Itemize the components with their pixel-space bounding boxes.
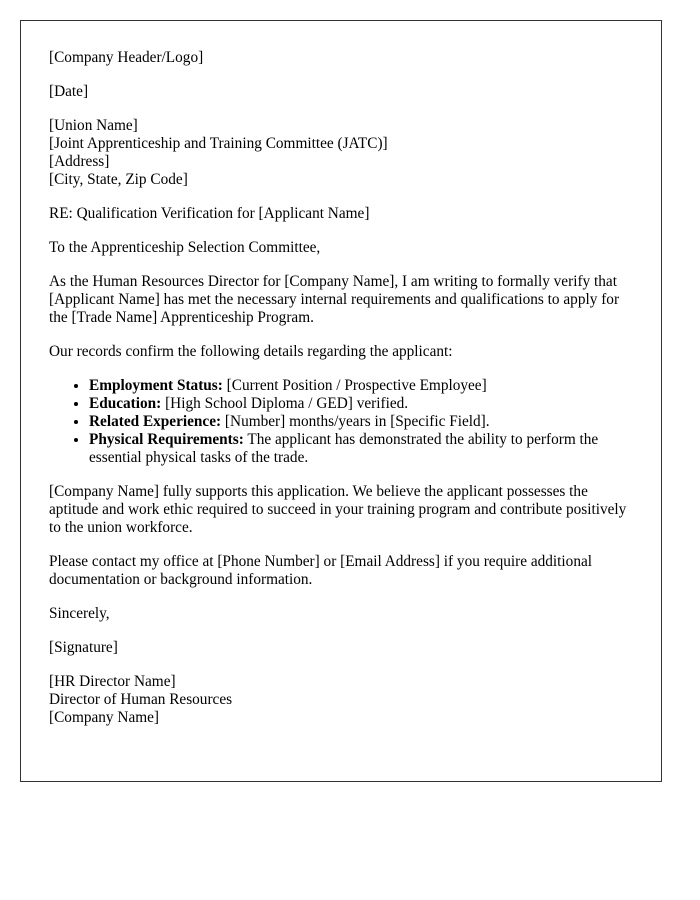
address: [Address] [49, 153, 110, 170]
details-list [49, 377, 633, 467]
detail-label: Education: [89, 395, 162, 412]
subject-line: RE: Qualification Verification for [Applicant Name] [49, 205, 370, 222]
signature: [Signature] [49, 639, 118, 656]
signer-block [49, 673, 633, 727]
records-intro: Our records confirm the following details regarding the applicant: [49, 343, 453, 360]
closing: Sincerely, [49, 605, 110, 622]
detail-label: Physical Requirements: [89, 431, 244, 448]
detail-label: Related Experience: [89, 413, 222, 430]
signer-company: [Company Name] [49, 709, 160, 726]
contact-paragraph: Please contact my office at [Phone Number] or [Email Address] if you require additional documentation or background information. [49, 553, 593, 588]
company-header: [Company Header/Logo] [49, 49, 204, 66]
list-item [89, 431, 633, 467]
city-state-zip: [City, State, Zip Code] [49, 171, 188, 188]
union-name: [Union Name] [49, 117, 138, 134]
signer-name: [HR Director Name] [49, 673, 176, 690]
detail-value: [Number] months/years in [Specific Field]. [221, 413, 490, 430]
signer-title: Director of Human Resources [49, 691, 233, 708]
committee-name: [Joint Apprenticeship and Training Committee (JATC)] [49, 135, 388, 152]
list-item [89, 377, 633, 395]
detail-value: The applicant has demonstrated the ability to perform the essential physical tasks of the trade. [89, 431, 599, 466]
list-item [89, 413, 633, 431]
list-item [89, 395, 633, 413]
intro-paragraph: As the Human Resources Director for [Company Name], I am writing to formally verify that [Applicant Name] has met the necessary internal requirements and qualifications to apply for the [Trade Name] Apprenticeship Program. [49, 273, 620, 326]
detail-value: [Current Position / Prospective Employee] [222, 377, 487, 394]
detail-label: Employment Status: [89, 377, 223, 394]
support-paragraph: [Company Name] fully supports this application. We believe the applicant possesses the aptitude and work ethic required to succeed in your training program and contribute positively to the union workforce. [49, 483, 627, 536]
recipient-address [49, 117, 633, 189]
date: [Date] [49, 83, 89, 100]
salutation: To the Apprenticeship Selection Committee, [49, 239, 321, 256]
detail-value: [High School Diploma / GED] verified. [161, 395, 409, 412]
letter [20, 20, 662, 782]
